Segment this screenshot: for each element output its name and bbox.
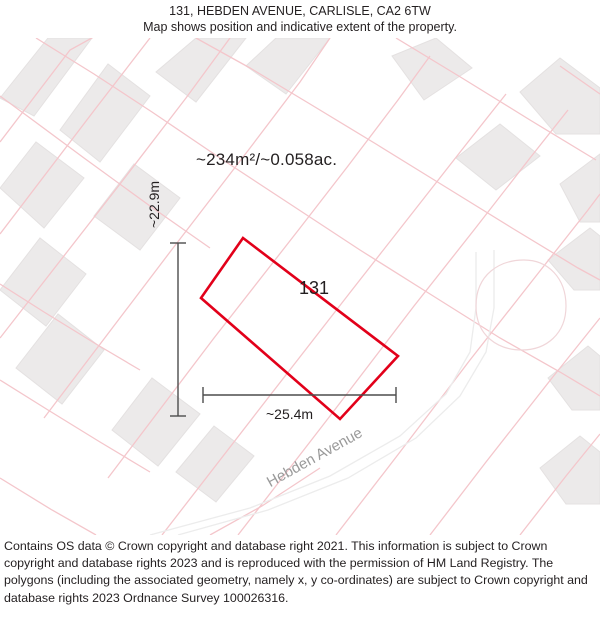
width-dimension-label: ~25.4m [266, 406, 314, 422]
page-subtitle: Map shows position and indicative extent of the property. [143, 20, 457, 34]
property-outline[interactable] [201, 238, 398, 419]
road-loop [476, 260, 566, 350]
plot-number-label: 131 [299, 278, 330, 298]
map-header [0, 0, 600, 38]
area-label: ~234m²/~0.058ac. [196, 150, 338, 169]
page-title: 131, HEBDEN AVENUE, CARLISLE, CA2 6TW [169, 4, 431, 18]
height-dimension-label: ~22.9m [146, 180, 162, 228]
copyright-text: Contains OS data © Crown copyright and database right 2021. This information is subject to Crown copyright and database rights 2023 and is reproduced with the permission of HM Land Registry. The polygons (including the associated geometry, namely x, y co-ordinates) are subject to Crown copyright and database rights 2023 Ordnance Survey 100026316. [4, 539, 588, 605]
street-name-label: Hebden Avenue [264, 424, 366, 491]
map-canvas[interactable] [0, 38, 600, 535]
copyright-footer [0, 535, 600, 625]
